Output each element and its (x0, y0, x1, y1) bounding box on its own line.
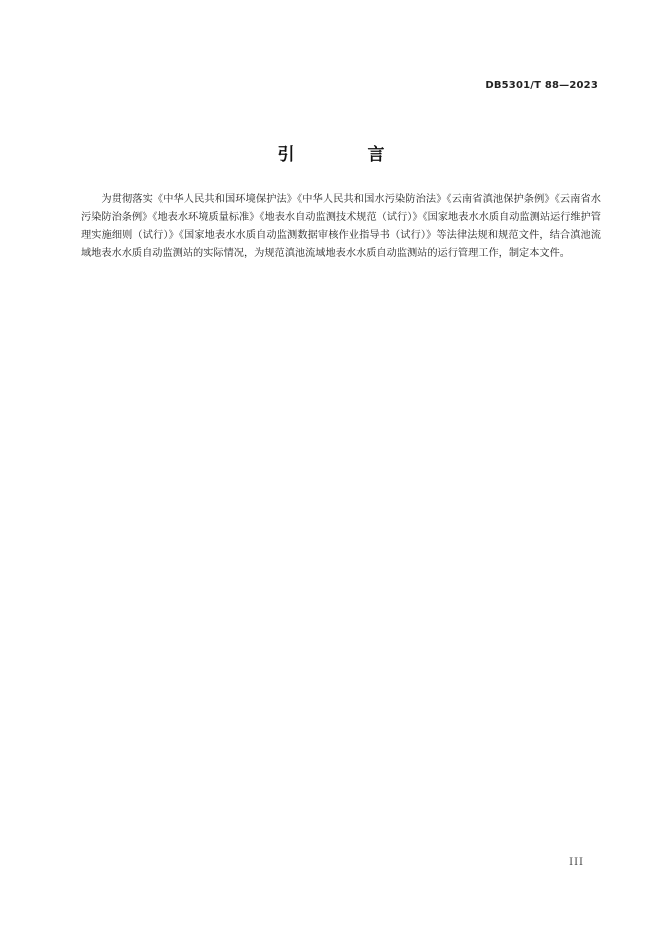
document-code: DB5301/T 88—2023 (485, 80, 598, 91)
page-number: III (569, 857, 584, 868)
section-title: 引 言 (277, 145, 413, 165)
intro-paragraph: 为贯彻落实《中华人民共和国环境保护法》《中华人民共和国水污染防治法》《云南省滇池保护条例》《云南省水污染防治条例》《地表水环境质量标准》《地表水自动监测技术规范（试行）》《国家地表水水质自动监测站运行维护管理实施细则（试行）》《国家地表水水质自动监测数据审核作业指导书（试行）》等法律法规和规范文件，结合滇池流域地表水水质自动监测站的实际情况，为规范滇池流域地表水水质自动监测站的运行管理工作，制定本文件。 (81, 194, 601, 259)
